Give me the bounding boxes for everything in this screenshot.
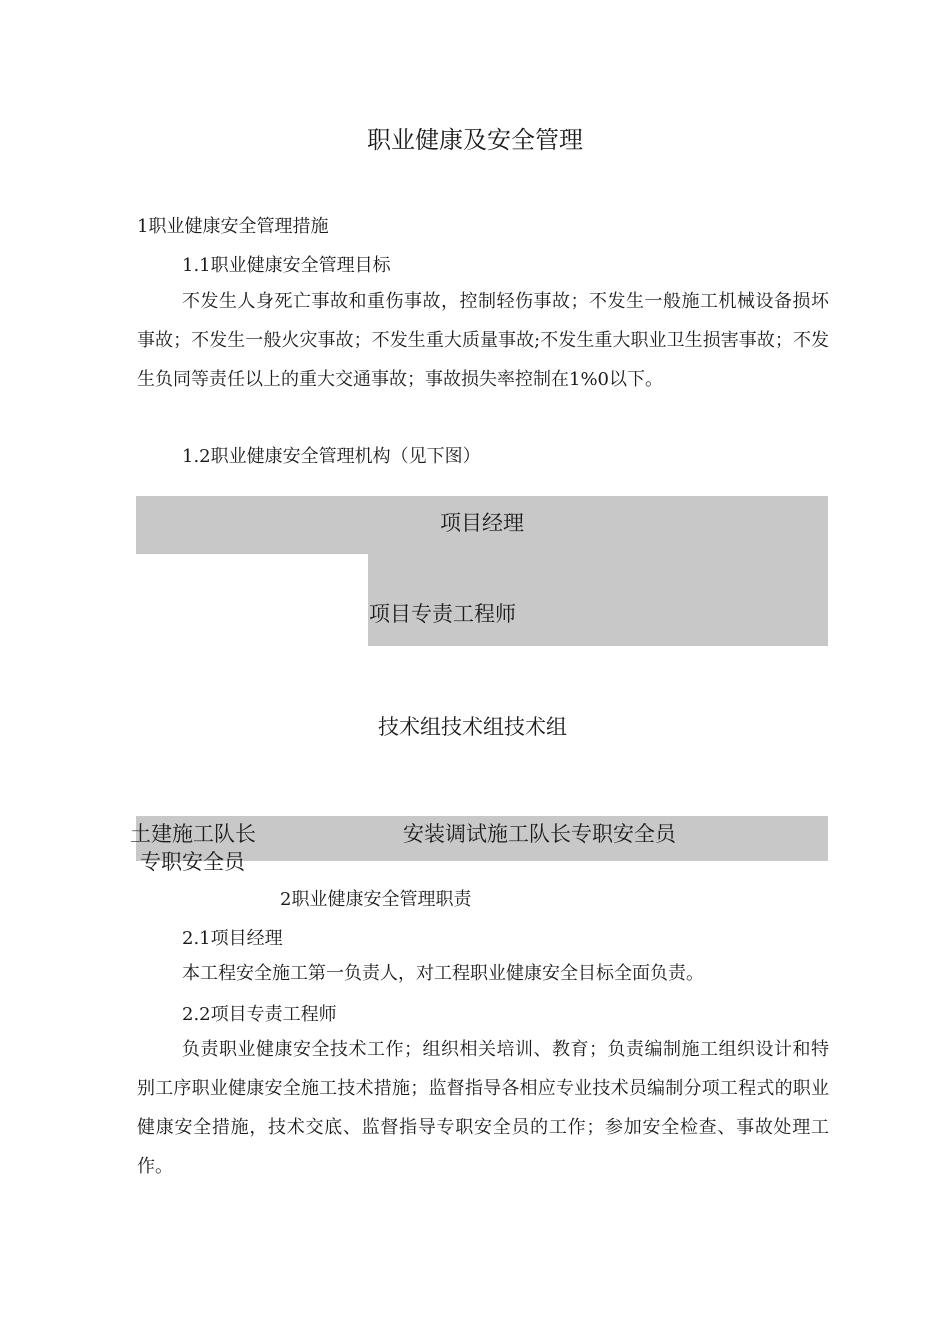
org-engineer-label: 项目专责工程师 [369,602,516,626]
org-install-leader-label: 安装调试施工队长专职安全员 [403,822,676,846]
section-2-1-heading: 2.1项目经理 [182,928,283,949]
section-2-heading: 2职业健康安全管理职责 [280,889,472,910]
org-manager-label: 项目经理 [440,511,524,535]
section-1-1-heading: 1.1职业健康安全管理目标 [182,255,391,276]
section-2-2-text: 负责职业健康安全技术工作；组织相关培训、教育；负责编制施工组织设计和特别工序职业健康安全施工技术措施；监督指导各相应专业技术员编制分项工程式的职业健康安全措施，技术交底、监督指导专职安全员的工作；参加安全检查、事故处理工作。 [137,1039,829,1177]
section-1-heading: 1职业健康安全管理措施 [137,216,329,237]
org-civil-leader-label: 土建施工队长 [130,822,256,846]
org-tech-groups-label: 技术组技术组技术组 [378,715,567,739]
org-safety-officer-label: 专职安全员 [140,850,245,874]
section-1-1-text: 不发生人身死亡事故和重伤事故，控制轻伤事故；不发生一般施工机械设备损坏事故；不发生一般火灾事故；不发生重大质量事故;不发生重大职业卫生损害事故；不发生负同等责任以上的重大交通事故；事故损失率控制在1%0以下。 [137,291,829,390]
page-title: 职业健康及安全管理 [367,126,583,154]
section-2-2-heading: 2.2项目专责工程师 [182,1004,337,1025]
section-2-1-text: 本工程安全施工第一负责人，对工程职业健康安全目标全面负责。 [182,963,704,984]
section-1-2-heading: 1.2职业健康安全管理机构（见下图） [182,446,481,467]
